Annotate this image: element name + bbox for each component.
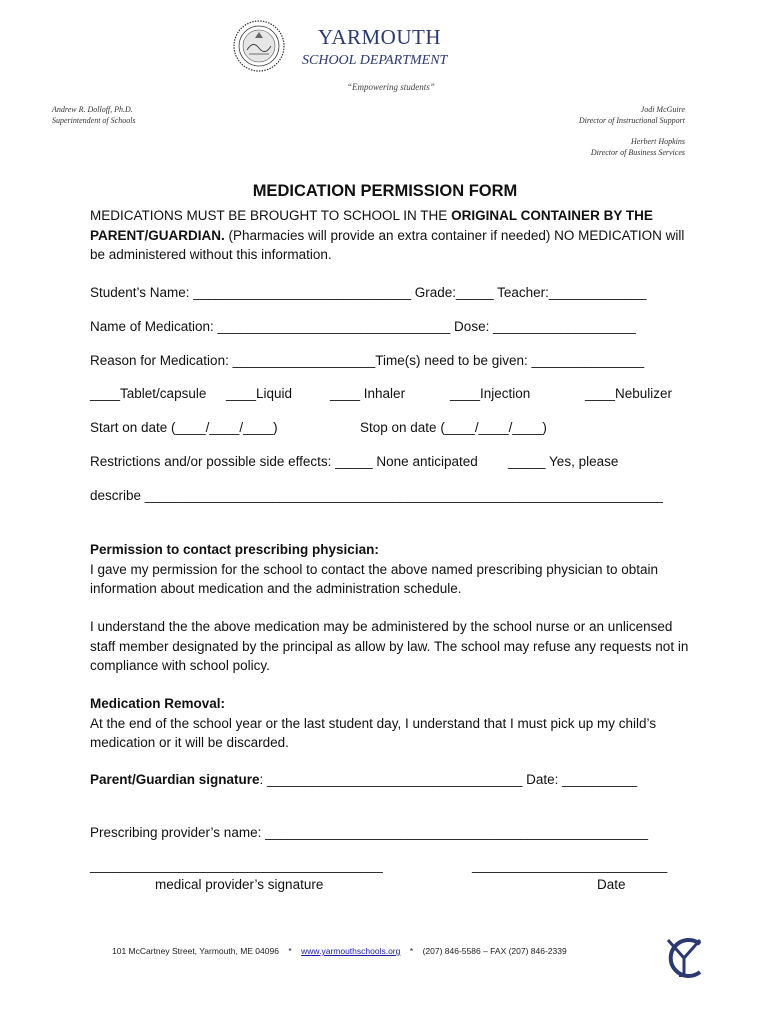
removal-heading: Medication Removal: [90,696,226,711]
parent-signature-field[interactable] [90,772,637,787]
option-tablet[interactable]: ____Tablet/capsule [90,386,207,401]
instructional-director-block [579,104,685,126]
start-date-field[interactable]: Start on date (____/____/____) [90,420,278,435]
footer-phone: (207) 846-5586 – FAX (207) 846-2339 [422,946,567,956]
describe-field[interactable]: describe _____________________________________________________________________ [90,488,663,503]
org-subtitle: SCHOOL DEPARTMENT [302,53,448,68]
motto: “Empowering students” [347,82,435,92]
option-nebulizer[interactable]: ____Nebulizer [585,386,673,401]
intro-text-1: MEDICATIONS MUST BE BROUGHT TO SCHOOL IN THE [90,208,452,223]
superintendent-title: Superintendent of Schools [52,116,136,125]
business-director-title: Director of Business Services [590,148,685,157]
parent-signature-line: : __________________________________ Date: __________ [259,772,638,787]
option-injection[interactable]: ____Injection [450,386,531,401]
permission-section [90,540,690,599]
medication-name-field[interactable]: Name of Medication: _______________________________ Dose: ___________________ [90,319,636,334]
parent-signature-label: Parent/Guardian signature [90,772,260,787]
intro-text-2: (Pharmacies will provide an extra container if needed) NO MEDICATION will be administered without this information. [90,227,685,262]
business-director-block [591,136,685,158]
instructional-director-title: Director of Instructional Support [578,116,685,125]
option-liquid[interactable]: ____Liquid [226,386,293,401]
footer-separator: * [409,946,414,956]
intro-paragraph [90,206,690,265]
footer-address: 101 McCartney Street, Yarmouth, ME 04096 [112,946,279,956]
footer-website-link[interactable]: www.yarmouthschools.org [301,946,401,956]
permission-heading: Permission to contact prescribing physician: [90,542,379,557]
removal-section [90,694,690,753]
org-name: YARMOUTH [318,25,442,49]
footer [112,946,567,956]
removal-text: At the end of the school year or the last student day, I understand that I must pick up my child’s medication or it will be discarded. [90,715,657,750]
town-seal-icon [233,20,285,72]
stop-date-field[interactable]: Stop on date (____/____/____) [360,420,547,435]
instructional-director-name: Jodi McGuire [640,105,685,114]
restrictions-field[interactable]: Restrictions and/or possible side effects: _____ None anticipated [90,454,478,469]
superintendent-block [52,104,136,126]
yc-logo-icon [660,934,708,980]
provider-name-field[interactable]: Prescribing provider’s name: ___________________________________________________ [90,825,648,840]
provider-signature-line[interactable]: _______________________________________ [90,858,383,873]
business-director-name: Herbert Hopkins [631,137,685,146]
date-label: Date [597,877,626,892]
intro-bold: ORIGINAL CONTAINER BY THE PARENT/GUARDIAN. [90,208,653,243]
provider-date-line[interactable]: __________________________ [472,858,668,873]
yes-please-option[interactable]: _____ Yes, please [508,454,619,469]
superintendent-name: Andrew R. Dolloff, Ph.D. [52,105,133,114]
form-title: MEDICATION PERMISSION FORM [252,182,518,200]
reason-field[interactable]: Reason for Medication: ___________________Time(s) need to be given: _______________ [90,353,645,368]
footer-separator: * [288,946,292,956]
provider-signature-label: medical provider’s signature [155,877,324,892]
understand-text: I understand the the above medication may be administered by the school nurse or an unlicensed staff member designated by the principal as allow by law. The school may refuse any requests not in compliance with school policy. [90,619,689,673]
option-inhaler[interactable]: ____ Inhaler [330,386,406,401]
student-name-field[interactable]: Student’s Name: _____________________________ Grade:_____ Teacher:_____________ [90,285,647,300]
permission-text: I gave my permission for the school to contact the above named prescribing physician to obtain information about medication and the administration schedule. [90,561,659,596]
